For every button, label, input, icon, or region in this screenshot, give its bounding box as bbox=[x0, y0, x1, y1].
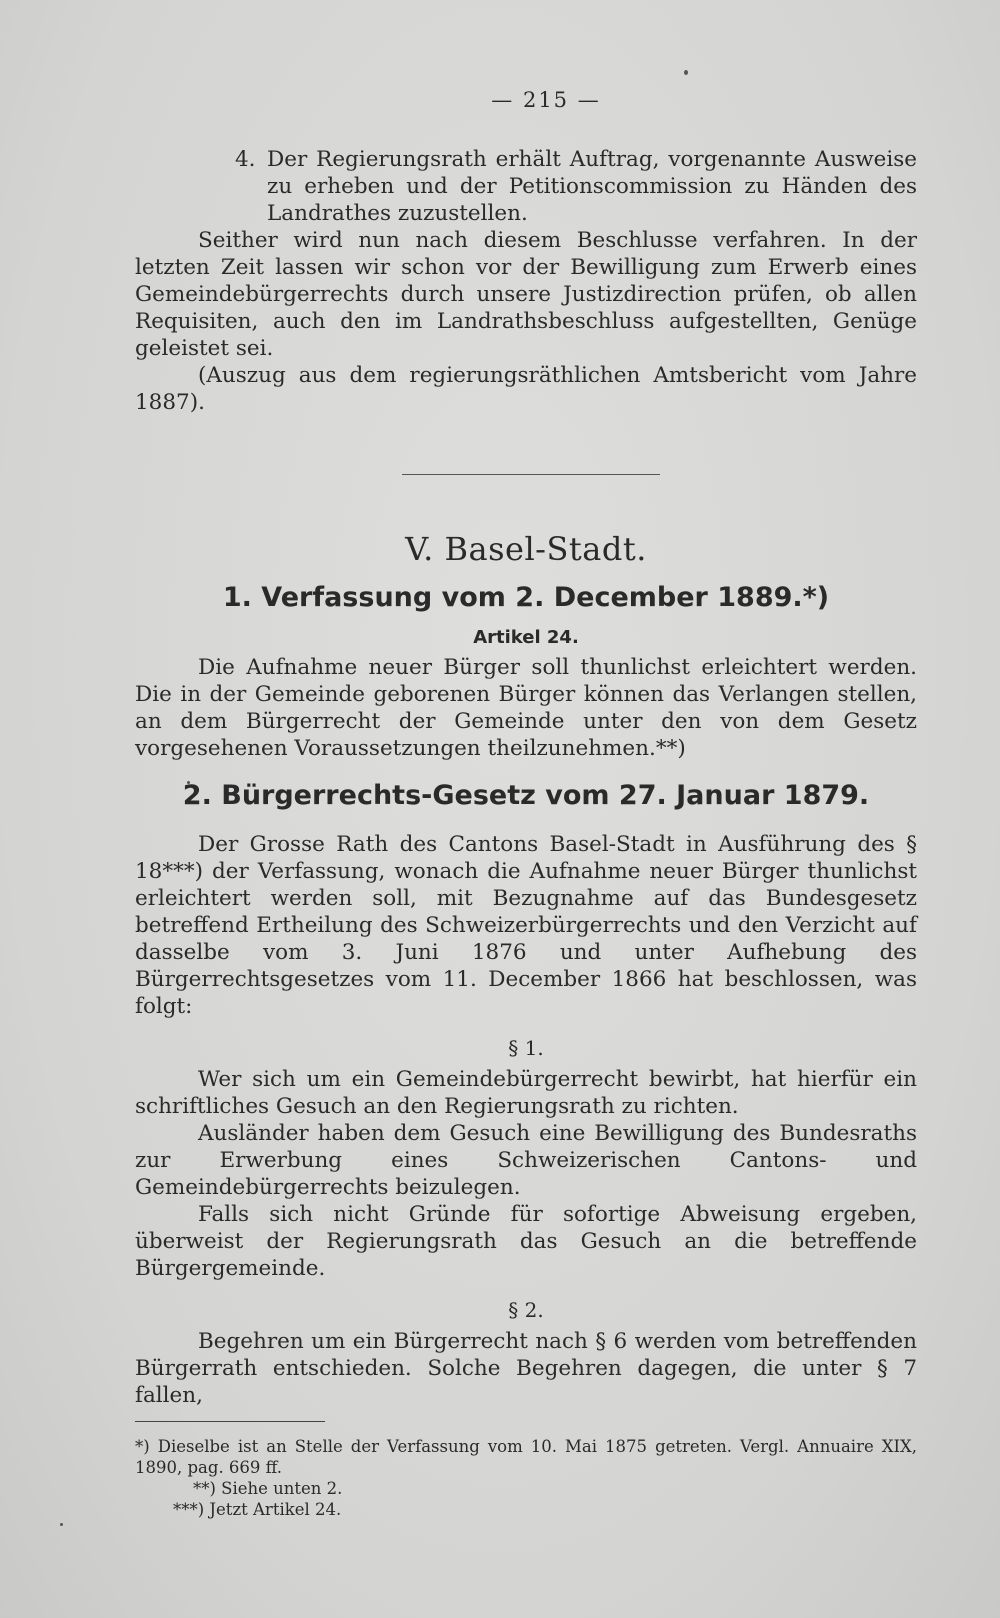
page-number: — 215 — bbox=[491, 88, 601, 112]
section-paragraph: Ausländer haben dem Gesuch eine Bewilligung des Bundesraths zur Erwerbung eines Schweizerischen Cantons- und Gemeindebürgerrechts beizulegen. bbox=[135, 1121, 917, 1200]
subsection-heading: 1. Verfassung vom 2. December 1889.*) bbox=[222, 582, 830, 613]
section-sign-heading: § 2. bbox=[508, 1298, 544, 1322]
article-text: Die Aufnahme neuer Bürger soll thunlichst erleichtert werden. Die in der Gemeinde geborenen Bürger können das Verlangen stellen, an dem Bürgerrecht der Gemeinde unter den von dem Gesetz vorgesehenen Voraussetzungen theilzunehmen.**) bbox=[135, 655, 917, 761]
body-paragraph: Seither wird nun nach diesem Beschlusse verfahren. In der letzten Zeit lassen wir schon vor der Bewilligung zum Erwerb eines Gemeindebürgerrechts durch unsere Justizdirection prüfen, ob allen Requisiten, auch den im Landrathsbeschluss aufgestellten, Genüge geleistet sei. bbox=[135, 228, 917, 361]
section-title: V. Basel-Stadt. bbox=[405, 530, 647, 568]
footnote: **) Siehe unten 2. bbox=[193, 1479, 343, 1498]
footnote-divider bbox=[135, 1421, 325, 1422]
item-number: 4. bbox=[235, 147, 256, 172]
citation-paragraph: (Auszug aus dem regierungsräthlichen Amtsbericht vom Jahre 1887). bbox=[135, 363, 917, 415]
article-heading: Artikel 24. bbox=[473, 627, 579, 648]
section-sign-heading: § 1. bbox=[508, 1036, 544, 1060]
section-divider bbox=[402, 474, 660, 475]
section-paragraph: Begehren um ein Bürgerrecht nach § 6 werden vom betreffenden Bürgerrath entschieden. Solche Begehren dagegen, die unter § 7 fallen, bbox=[135, 1329, 917, 1408]
law-preamble: Der Grosse Rath des Cantons Basel-Stadt in Ausführung des § 18***) der Verfassung, wonach die Aufnahme neuer Bürger thunlichst erleichtert werden soll, mit Bezugnahme auf das Bundesgesetz betreffend Ertheilung des Schweizerbürgerrechts und den Verzicht auf dasselbe vom 3. Juni 1876 und unter Aufhebung des Bürgerrechtsgesetzes vom 11. December 1866 hat beschlossen, was folgt: bbox=[135, 832, 917, 1019]
ink-speck bbox=[684, 70, 688, 75]
item-text: Der Regierungsrath erhält Auftrag, vorgenannte Ausweise zu erheben und der Petitionscommission zu Händen des Landrathes zuzustellen. bbox=[267, 147, 917, 226]
footnote: ***) Jetzt Artikel 24. bbox=[173, 1500, 342, 1519]
subsection-heading: 2. Bürgerrechts-Gesetz vom 27. Januar 1879. bbox=[182, 780, 870, 811]
footnote: *) Dieselbe ist an Stelle der Verfassung vom 10. Mai 1875 getreten. Vergl. Annuaire XIX, 1890, pag. 669 ff. bbox=[135, 1437, 917, 1477]
section-paragraph: Wer sich um ein Gemeindebürgerrecht bewirbt, hat hierfür ein schriftliches Gesuch an den Regierungsrath zu richten. bbox=[135, 1067, 917, 1119]
section-paragraph: Falls sich nicht Gründe für sofortige Abweisung ergeben, überweist der Regierungsrath das Gesuch an die betreffende Bürgergemeinde. bbox=[135, 1202, 917, 1281]
numbered-item bbox=[135, 146, 917, 227]
ink-speck bbox=[60, 1523, 63, 1526]
page-content bbox=[135, 88, 917, 1520]
